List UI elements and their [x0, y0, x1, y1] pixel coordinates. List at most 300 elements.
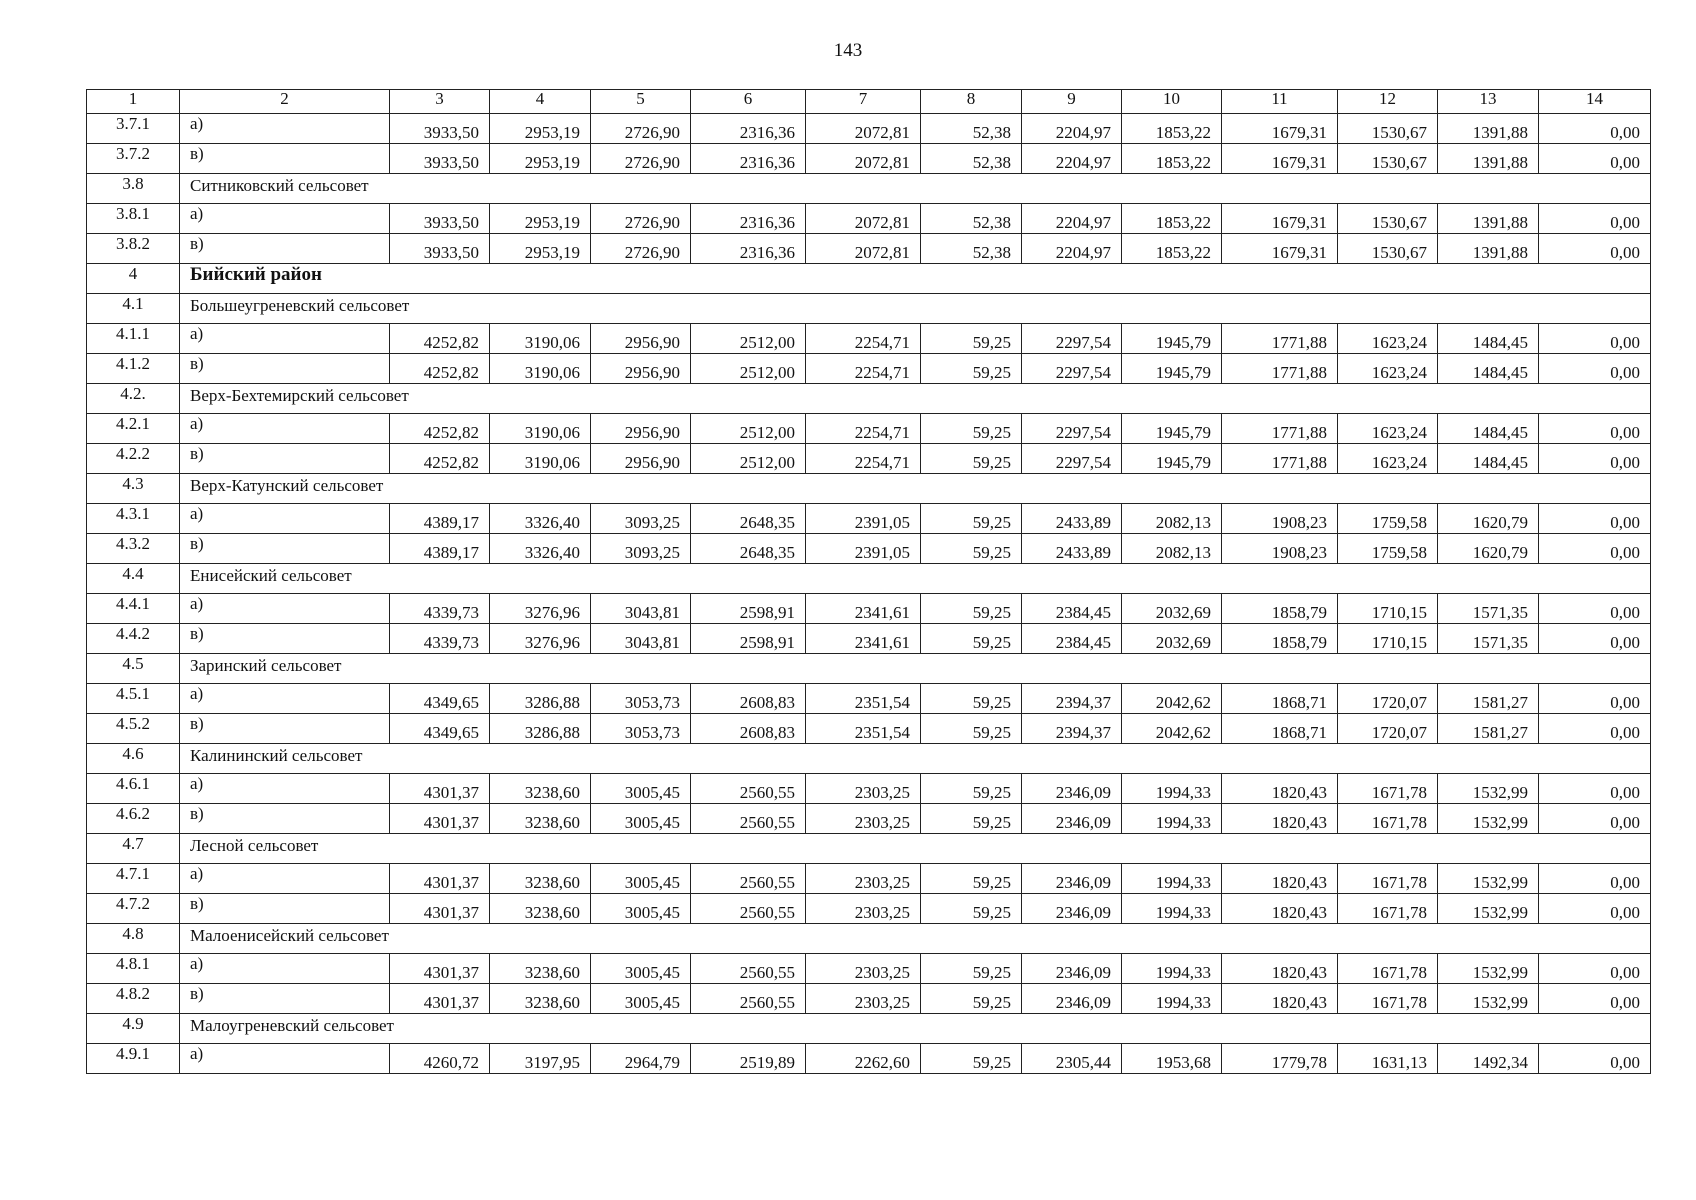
- table-row: [87, 504, 1651, 534]
- value-cell: 2956,90: [591, 324, 691, 354]
- value-cell: 2726,90: [591, 144, 691, 174]
- column-header: 1: [87, 90, 180, 114]
- value-cell: 1853,22: [1122, 204, 1222, 234]
- row-label: а): [180, 684, 390, 714]
- value-cell: 2953,19: [490, 144, 591, 174]
- value-cell: 0,00: [1539, 414, 1651, 444]
- row-code: 4.5.1: [87, 684, 180, 714]
- value-cell: 1720,07: [1338, 684, 1438, 714]
- row-label: а): [180, 504, 390, 534]
- row-label: в): [180, 714, 390, 744]
- value-cell: 2433,89: [1022, 504, 1122, 534]
- value-cell: 1858,79: [1222, 624, 1338, 654]
- column-header: 7: [806, 90, 921, 114]
- value-cell: 1671,78: [1338, 984, 1438, 1014]
- column-header: 11: [1222, 90, 1338, 114]
- value-cell: 1631,13: [1338, 1044, 1438, 1074]
- value-cell: 3190,06: [490, 414, 591, 444]
- row-code: 4.3.1: [87, 504, 180, 534]
- value-cell: 2072,81: [806, 234, 921, 264]
- value-cell: 0,00: [1539, 114, 1651, 144]
- value-cell: 2560,55: [691, 984, 806, 1014]
- value-cell: 1779,78: [1222, 1044, 1338, 1074]
- table-row: [87, 714, 1651, 744]
- value-cell: 3005,45: [591, 864, 691, 894]
- value-cell: 2262,60: [806, 1044, 921, 1074]
- row-code: 3.8.1: [87, 204, 180, 234]
- district-row: [87, 264, 1651, 294]
- value-cell: 2346,09: [1022, 954, 1122, 984]
- value-cell: 2316,36: [691, 144, 806, 174]
- value-cell: 2560,55: [691, 894, 806, 924]
- row-code: 4.4: [87, 564, 180, 594]
- value-cell: 2204,97: [1022, 114, 1122, 144]
- value-cell: 1484,45: [1438, 444, 1539, 474]
- value-cell: 1581,27: [1438, 714, 1539, 744]
- row-label: а): [180, 864, 390, 894]
- value-cell: 4260,72: [390, 1044, 490, 1074]
- row-code: 4.8.2: [87, 984, 180, 1014]
- table-row: [87, 684, 1651, 714]
- value-cell: 3933,50: [390, 114, 490, 144]
- value-cell: 59,25: [921, 594, 1022, 624]
- value-cell: 1908,23: [1222, 504, 1338, 534]
- value-cell: 2254,71: [806, 354, 921, 384]
- value-cell: 52,38: [921, 114, 1022, 144]
- row-code: 4.9: [87, 1014, 180, 1044]
- value-cell: 2956,90: [591, 444, 691, 474]
- row-code: 4.4.1: [87, 594, 180, 624]
- value-cell: 1623,24: [1338, 354, 1438, 384]
- value-cell: 2953,19: [490, 204, 591, 234]
- table-row: [87, 414, 1651, 444]
- value-cell: 52,38: [921, 204, 1022, 234]
- value-cell: 1532,99: [1438, 984, 1539, 1014]
- row-label: Большеугреневский сельсовет: [180, 294, 1651, 324]
- row-label: Малоугреневский сельсовет: [180, 1014, 1651, 1044]
- table-row: [87, 624, 1651, 654]
- table-row: [87, 864, 1651, 894]
- value-cell: 2384,45: [1022, 594, 1122, 624]
- value-cell: 2032,69: [1122, 594, 1222, 624]
- value-cell: 1720,07: [1338, 714, 1438, 744]
- value-cell: 1771,88: [1222, 354, 1338, 384]
- value-cell: 1820,43: [1222, 984, 1338, 1014]
- value-cell: 1945,79: [1122, 444, 1222, 474]
- value-cell: 59,25: [921, 624, 1022, 654]
- value-cell: 2316,36: [691, 234, 806, 264]
- row-code: 4.2.: [87, 384, 180, 414]
- value-cell: 2512,00: [691, 354, 806, 384]
- value-cell: 2204,97: [1022, 144, 1122, 174]
- row-label: в): [180, 984, 390, 1014]
- value-cell: 2394,37: [1022, 684, 1122, 714]
- value-cell: 1484,45: [1438, 414, 1539, 444]
- value-cell: 2598,91: [691, 624, 806, 654]
- value-cell: 3005,45: [591, 954, 691, 984]
- value-cell: 2391,05: [806, 534, 921, 564]
- value-cell: 2303,25: [806, 774, 921, 804]
- value-cell: 1671,78: [1338, 774, 1438, 804]
- value-cell: 3238,60: [490, 864, 591, 894]
- value-cell: 2254,71: [806, 414, 921, 444]
- row-code: 3.8: [87, 174, 180, 204]
- value-cell: 0,00: [1539, 444, 1651, 474]
- value-cell: 3238,60: [490, 894, 591, 924]
- row-label: Енисейский сельсовет: [180, 564, 1651, 594]
- value-cell: 2204,97: [1022, 204, 1122, 234]
- value-cell: 2042,62: [1122, 714, 1222, 744]
- value-cell: 1868,71: [1222, 684, 1338, 714]
- value-cell: 2956,90: [591, 414, 691, 444]
- row-label: а): [180, 1044, 390, 1074]
- group-row: [87, 294, 1651, 324]
- value-cell: 59,25: [921, 984, 1022, 1014]
- page-number: 143: [833, 40, 863, 61]
- value-cell: 1623,24: [1338, 414, 1438, 444]
- row-label: а): [180, 594, 390, 624]
- value-cell: 2082,13: [1122, 534, 1222, 564]
- row-code: 3.7.1: [87, 114, 180, 144]
- row-label: Калининский сельсовет: [180, 744, 1651, 774]
- value-cell: 1679,31: [1222, 204, 1338, 234]
- value-cell: 4252,82: [390, 414, 490, 444]
- value-cell: 2297,54: [1022, 444, 1122, 474]
- table-row: [87, 534, 1651, 564]
- value-cell: 2648,35: [691, 534, 806, 564]
- value-cell: 3197,95: [490, 1044, 591, 1074]
- value-cell: 2351,54: [806, 684, 921, 714]
- value-cell: 1484,45: [1438, 324, 1539, 354]
- column-header: 13: [1438, 90, 1539, 114]
- value-cell: 3005,45: [591, 774, 691, 804]
- value-cell: 2608,83: [691, 684, 806, 714]
- row-code: 4.7.2: [87, 894, 180, 924]
- group-row: [87, 924, 1651, 954]
- row-code: 3.7.2: [87, 144, 180, 174]
- value-cell: 0,00: [1539, 324, 1651, 354]
- value-cell: 2956,90: [591, 354, 691, 384]
- value-cell: 2953,19: [490, 234, 591, 264]
- value-cell: 52,38: [921, 144, 1022, 174]
- value-cell: 59,25: [921, 534, 1022, 564]
- value-cell: 0,00: [1539, 684, 1651, 714]
- value-cell: 1853,22: [1122, 114, 1222, 144]
- value-cell: 1679,31: [1222, 114, 1338, 144]
- value-cell: 1771,88: [1222, 444, 1338, 474]
- group-row: [87, 384, 1651, 414]
- row-label: Верх-Катунский сельсовет: [180, 474, 1651, 504]
- value-cell: 2042,62: [1122, 684, 1222, 714]
- value-cell: 1994,33: [1122, 984, 1222, 1014]
- value-cell: 2512,00: [691, 414, 806, 444]
- value-cell: 0,00: [1539, 804, 1651, 834]
- value-cell: 0,00: [1539, 594, 1651, 624]
- group-row: [87, 1014, 1651, 1044]
- value-cell: 1671,78: [1338, 954, 1438, 984]
- value-cell: 4349,65: [390, 684, 490, 714]
- value-cell: 1853,22: [1122, 234, 1222, 264]
- column-header: 8: [921, 90, 1022, 114]
- value-cell: 3276,96: [490, 624, 591, 654]
- value-cell: 3326,40: [490, 534, 591, 564]
- table-row: [87, 114, 1651, 144]
- value-cell: 1771,88: [1222, 324, 1338, 354]
- column-header: 12: [1338, 90, 1438, 114]
- value-cell: 2512,00: [691, 444, 806, 474]
- row-label: в): [180, 144, 390, 174]
- value-cell: 2204,97: [1022, 234, 1122, 264]
- row-label: а): [180, 324, 390, 354]
- value-cell: 2726,90: [591, 114, 691, 144]
- value-cell: 1391,88: [1438, 144, 1539, 174]
- tariff-table: [86, 89, 1651, 1074]
- value-cell: 4301,37: [390, 984, 490, 1014]
- group-row: [87, 474, 1651, 504]
- table-row: [87, 354, 1651, 384]
- row-label: Верх-Бехтемирский сельсовет: [180, 384, 1651, 414]
- value-cell: 1571,35: [1438, 594, 1539, 624]
- value-cell: 52,38: [921, 234, 1022, 264]
- value-cell: 0,00: [1539, 204, 1651, 234]
- row-label: а): [180, 954, 390, 984]
- value-cell: 0,00: [1539, 774, 1651, 804]
- value-cell: 3326,40: [490, 504, 591, 534]
- value-cell: 3053,73: [591, 714, 691, 744]
- row-code: 4.7.1: [87, 864, 180, 894]
- value-cell: 3238,60: [490, 954, 591, 984]
- group-row: [87, 564, 1651, 594]
- value-cell: 1759,58: [1338, 504, 1438, 534]
- value-cell: 0,00: [1539, 864, 1651, 894]
- value-cell: 3053,73: [591, 684, 691, 714]
- value-cell: 0,00: [1539, 354, 1651, 384]
- row-label: в): [180, 534, 390, 564]
- column-header: 14: [1539, 90, 1651, 114]
- column-header: 9: [1022, 90, 1122, 114]
- value-cell: 3005,45: [591, 894, 691, 924]
- group-row: [87, 654, 1651, 684]
- value-cell: 2726,90: [591, 234, 691, 264]
- value-cell: 0,00: [1539, 954, 1651, 984]
- column-header: 4: [490, 90, 591, 114]
- row-label: а): [180, 414, 390, 444]
- table-row: [87, 954, 1651, 984]
- value-cell: 3933,50: [390, 144, 490, 174]
- value-cell: 1391,88: [1438, 114, 1539, 144]
- value-cell: 1391,88: [1438, 204, 1539, 234]
- value-cell: 2346,09: [1022, 864, 1122, 894]
- value-cell: 59,25: [921, 714, 1022, 744]
- row-label: Малоенисейский сельсовет: [180, 924, 1651, 954]
- value-cell: 4301,37: [390, 954, 490, 984]
- row-label: в): [180, 354, 390, 384]
- table-row: [87, 804, 1651, 834]
- value-cell: 0,00: [1539, 534, 1651, 564]
- header-row: [87, 90, 1651, 114]
- row-label: в): [180, 624, 390, 654]
- value-cell: 2297,54: [1022, 354, 1122, 384]
- value-cell: 2560,55: [691, 864, 806, 894]
- value-cell: 4301,37: [390, 864, 490, 894]
- column-header: 5: [591, 90, 691, 114]
- value-cell: 1532,99: [1438, 804, 1539, 834]
- value-cell: 2433,89: [1022, 534, 1122, 564]
- value-cell: 1994,33: [1122, 864, 1222, 894]
- value-cell: 2346,09: [1022, 774, 1122, 804]
- row-code: 4.1: [87, 294, 180, 324]
- value-cell: 1530,67: [1338, 204, 1438, 234]
- table-row: [87, 204, 1651, 234]
- value-cell: 3238,60: [490, 804, 591, 834]
- value-cell: 59,25: [921, 1044, 1022, 1074]
- value-cell: 1581,27: [1438, 684, 1539, 714]
- value-cell: 1710,15: [1338, 594, 1438, 624]
- value-cell: 3238,60: [490, 984, 591, 1014]
- value-cell: 4252,82: [390, 324, 490, 354]
- value-cell: 2598,91: [691, 594, 806, 624]
- row-code: 4.5: [87, 654, 180, 684]
- row-code: 4.4.2: [87, 624, 180, 654]
- value-cell: 2391,05: [806, 504, 921, 534]
- value-cell: 4301,37: [390, 894, 490, 924]
- value-cell: 59,25: [921, 804, 1022, 834]
- table-row: [87, 444, 1651, 474]
- value-cell: 2072,81: [806, 114, 921, 144]
- value-cell: 1671,78: [1338, 894, 1438, 924]
- value-cell: 2608,83: [691, 714, 806, 744]
- row-label: в): [180, 894, 390, 924]
- row-code: 3.8.2: [87, 234, 180, 264]
- table-row: [87, 234, 1651, 264]
- value-cell: 3043,81: [591, 594, 691, 624]
- value-cell: 0,00: [1539, 624, 1651, 654]
- value-cell: 2072,81: [806, 144, 921, 174]
- value-cell: 2341,61: [806, 624, 921, 654]
- value-cell: 4301,37: [390, 774, 490, 804]
- column-header: 2: [180, 90, 390, 114]
- value-cell: 2032,69: [1122, 624, 1222, 654]
- value-cell: 3093,25: [591, 534, 691, 564]
- value-cell: 2303,25: [806, 894, 921, 924]
- value-cell: 59,25: [921, 774, 1022, 804]
- row-code: 4.5.2: [87, 714, 180, 744]
- group-row: [87, 834, 1651, 864]
- value-cell: 2953,19: [490, 114, 591, 144]
- value-cell: 3190,06: [490, 324, 591, 354]
- row-code: 4.1.1: [87, 324, 180, 354]
- value-cell: 1679,31: [1222, 144, 1338, 174]
- row-code: 4.6: [87, 744, 180, 774]
- value-cell: 1820,43: [1222, 864, 1338, 894]
- value-cell: 1853,22: [1122, 144, 1222, 174]
- table-row: [87, 774, 1651, 804]
- value-cell: 4339,73: [390, 624, 490, 654]
- value-cell: 1710,15: [1338, 624, 1438, 654]
- value-cell: 59,25: [921, 354, 1022, 384]
- value-cell: 2254,71: [806, 444, 921, 474]
- group-row: [87, 744, 1651, 774]
- value-cell: 1532,99: [1438, 864, 1539, 894]
- value-cell: 3190,06: [490, 354, 591, 384]
- table-row: [87, 144, 1651, 174]
- value-cell: 1820,43: [1222, 954, 1338, 984]
- column-header: 10: [1122, 90, 1222, 114]
- table-row: [87, 1044, 1651, 1074]
- row-label: в): [180, 234, 390, 264]
- value-cell: 2072,81: [806, 204, 921, 234]
- value-cell: 1530,67: [1338, 114, 1438, 144]
- value-cell: 2303,25: [806, 864, 921, 894]
- row-code: 4.3: [87, 474, 180, 504]
- row-label: Ситниковский сельсовет: [180, 174, 1651, 204]
- value-cell: 1623,24: [1338, 444, 1438, 474]
- value-cell: 1671,78: [1338, 804, 1438, 834]
- value-cell: 3933,50: [390, 234, 490, 264]
- value-cell: 59,25: [921, 324, 1022, 354]
- row-code: 4: [87, 264, 180, 294]
- value-cell: 1530,67: [1338, 144, 1438, 174]
- table-row: [87, 894, 1651, 924]
- column-header: 6: [691, 90, 806, 114]
- value-cell: 0,00: [1539, 894, 1651, 924]
- value-cell: 2297,54: [1022, 414, 1122, 444]
- value-cell: 2341,61: [806, 594, 921, 624]
- value-cell: 2297,54: [1022, 324, 1122, 354]
- value-cell: 2254,71: [806, 324, 921, 354]
- value-cell: 1908,23: [1222, 534, 1338, 564]
- value-cell: 4339,73: [390, 594, 490, 624]
- row-label: а): [180, 114, 390, 144]
- row-code: 4.9.1: [87, 1044, 180, 1074]
- value-cell: 4252,82: [390, 354, 490, 384]
- value-cell: 4389,17: [390, 534, 490, 564]
- value-cell: 2316,36: [691, 204, 806, 234]
- value-cell: 1571,35: [1438, 624, 1539, 654]
- value-cell: 1994,33: [1122, 774, 1222, 804]
- value-cell: 1391,88: [1438, 234, 1539, 264]
- value-cell: 2560,55: [691, 954, 806, 984]
- value-cell: 2303,25: [806, 804, 921, 834]
- value-cell: 59,25: [921, 864, 1022, 894]
- value-cell: 2394,37: [1022, 714, 1122, 744]
- table-row: [87, 984, 1651, 1014]
- row-code: 4.2.2: [87, 444, 180, 474]
- value-cell: 3005,45: [591, 984, 691, 1014]
- row-code: 4.1.2: [87, 354, 180, 384]
- value-cell: 2303,25: [806, 954, 921, 984]
- row-label: а): [180, 774, 390, 804]
- value-cell: 1868,71: [1222, 714, 1338, 744]
- value-cell: 59,25: [921, 894, 1022, 924]
- group-row: [87, 174, 1651, 204]
- value-cell: 1994,33: [1122, 894, 1222, 924]
- value-cell: 2082,13: [1122, 504, 1222, 534]
- value-cell: 1484,45: [1438, 354, 1539, 384]
- value-cell: 3276,96: [490, 594, 591, 624]
- value-cell: 59,25: [921, 504, 1022, 534]
- value-cell: 59,25: [921, 444, 1022, 474]
- table-body: [87, 114, 1651, 1074]
- value-cell: 59,25: [921, 414, 1022, 444]
- value-cell: 1994,33: [1122, 804, 1222, 834]
- value-cell: 2351,54: [806, 714, 921, 744]
- value-cell: 1945,79: [1122, 324, 1222, 354]
- value-cell: 1945,79: [1122, 414, 1222, 444]
- row-code: 4.8.1: [87, 954, 180, 984]
- table-row: [87, 594, 1651, 624]
- value-cell: 3933,50: [390, 204, 490, 234]
